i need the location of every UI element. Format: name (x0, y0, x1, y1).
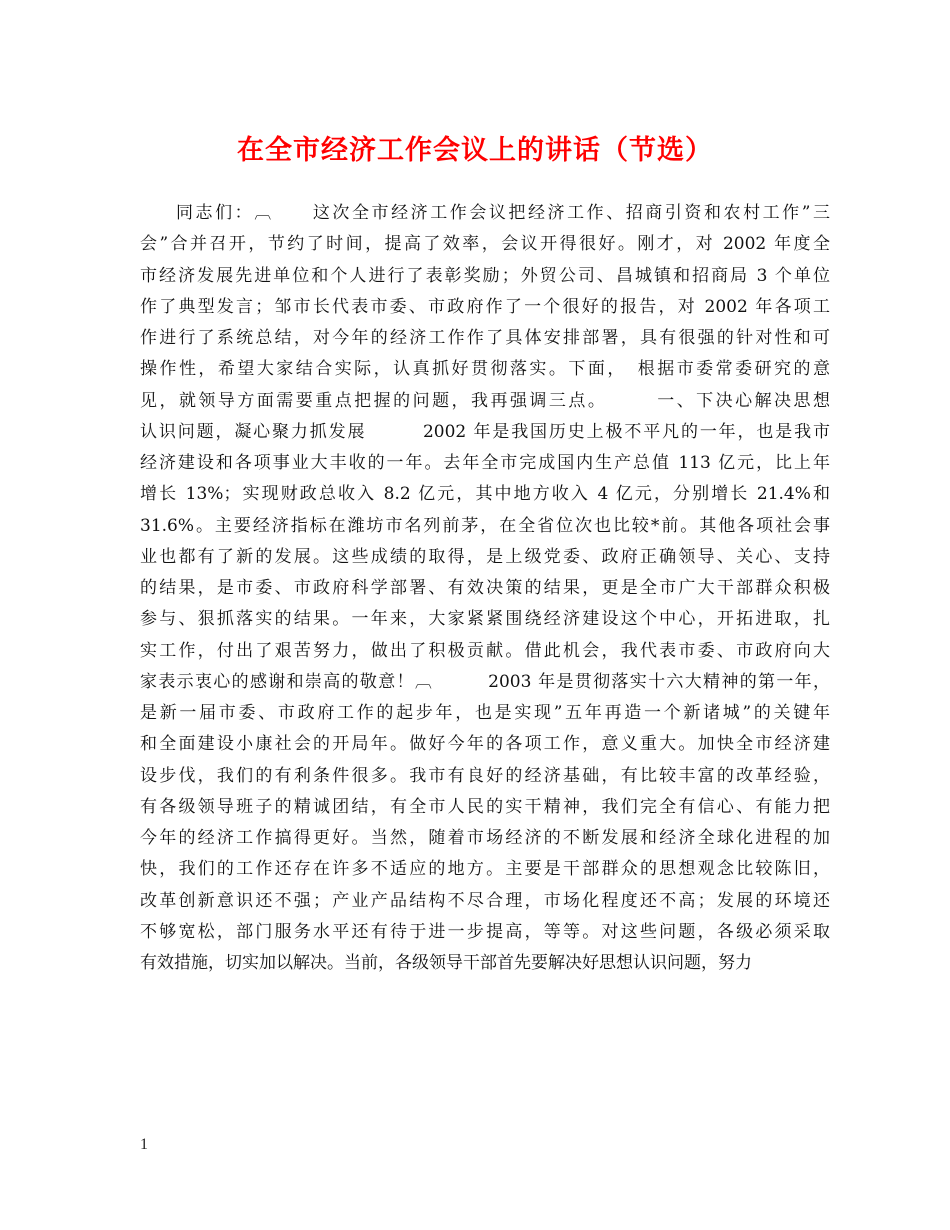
text-line: 改革创新意识还不强；产业产品结构不尽合理，市场化程度还不高；发展的环境还 (140, 890, 830, 911)
text-line: 见，就领导方面需要重点把握的问题，我再强调三点。 一、下决心解决思想 (140, 390, 830, 411)
text-line: 有效措施，切实加以解决。当前，各级领导干部首先要解决好思想认识问题，努力 (140, 953, 752, 973)
text-line: 同志们：︹ 这次全市经济工作会议把经济工作、招商引资和农村工作”三 (176, 203, 830, 223)
document-title: 在全市经济工作会议上的讲话（节选） (237, 135, 713, 166)
body-text (140, 198, 830, 979)
text-line: 业也都有了新的发展。这些成绩的取得，是上级党委、政府正确领导、关心、支持 (140, 546, 830, 567)
text-line: 不够宽松，部门服务水平还有待于进一步提高，等等。对这些问题，各级必须采取 (140, 921, 830, 942)
text-line: 今年的经济工作搞得更好。当然，随着市场经济的不断发展和经济全球化进程的加 (140, 828, 830, 848)
text-line: 作进行了系统总结，对今年的经济工作作了具体安排部署，具有很强的针对性和可 (140, 328, 830, 348)
text-line: 有各级领导班子的精诚团结，有全市人民的实干精神，我们完全有信心、有能力把 (140, 796, 830, 817)
text-line: 是新一届市委、市政府工作的起步年，也是实现”五年再造一个新诸城”的关键年 (140, 703, 830, 723)
text-line: 设步伐，我们的有利条件很多。我市有良好的经济基础，有比较丰富的改革经验， (140, 765, 830, 786)
text-line: 经济建设和各项事业大丰收的一年。去年全市完成国内生产总值 113 亿元，比上年 (140, 453, 830, 473)
text-line: 认识问题，凝心聚力抓发展 2002 年是我国历史上极不平凡的一年，也是我市 (140, 421, 830, 442)
text-line: 快，我们的工作还存在许多不适应的地方。主要是干部群众的思想观念比较陈旧， (140, 859, 830, 880)
text-line: 市经济发展先进单位和个人进行了表彰奖励；外贸公司、昌城镇和招商局 3 个单位 (140, 265, 830, 286)
text-line: 家表示衷心的感谢和崇高的敬意！︹ 2003 年是贯彻落实十六大精神的第一年， (140, 671, 830, 692)
text-line: 实工作，付出了艰苦努力，做出了积极贡献。借此机会，我代表市委、市政府向大 (140, 640, 830, 661)
text-line: 和全面建设小康社会的开局年。做好今年的各项工作，意义重大。加快全市经济建 (140, 734, 830, 755)
text-line: 增长 13%；实现财政总收入 8.2 亿元，其中地方收入 4 亿元，分别增长 21.4%和 (140, 484, 830, 505)
text-line: 会”合并召开，节约了时间，提高了效率，会议开得很好。刚才，对 2002 年度全 (140, 234, 830, 255)
text-line: 31.6%。主要经济指标在潍坊市名列前茅，在全省位次也比较*前。其他各项社会事 (140, 515, 830, 536)
text-line: 参与、狠抓落实的结果。一年来，大家紧紧围绕经济建设这个中心，开拓进取，扎 (140, 609, 830, 630)
text-line: 作了典型发言；邹市长代表市委、市政府作了一个很好的报告，对 2002 年各项工 (140, 296, 830, 317)
text-line: 操作性，希望大家结合实际，认真抓好贯彻落实。下面， 根据市委常委研究的意 (140, 359, 830, 380)
page-number: 1 (140, 1136, 148, 1153)
text-line: 的结果，是市委、市政府科学部署、有效决策的结果，更是全市广大干部群众积极 (140, 578, 830, 598)
